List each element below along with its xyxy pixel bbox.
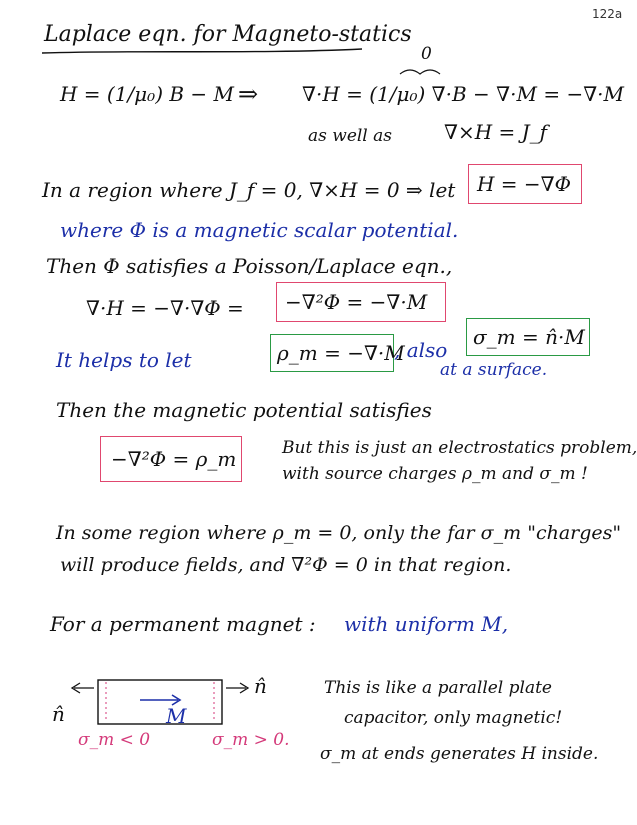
scalar-potential-note: where Φ is a magnetic scalar potential. [60,218,459,242]
h-definition: H = (1/μ₀) B − M [60,82,235,106]
boxed-sigma-text: σ_m = n̂·M [473,325,585,349]
then-magnetic-potential: Then the magnetic potential satisfies [56,398,432,422]
electrostatics-note-2: with source charges ρ_m and σ_m ! [282,464,588,484]
also-text: , also [394,338,448,362]
region-condition: In a region where J_f = 0, ∇×H = 0 ⇒ let [42,178,456,202]
page-title: Laplace eqn. for Magneto-statics [44,22,412,47]
boxed-h-text: H = −∇Φ [477,172,572,196]
curl-h-equation: ∇×H = J_f [444,120,548,144]
boxed-rho-text: ρ_m = −∇·M [277,341,405,365]
div-h-grad-phi: ∇·H = −∇·∇Φ = [86,296,244,320]
electrostatics-note-1: But this is just an electrostatics problem, [282,438,637,458]
region-rho-zero-2: will produce fields, and ∇²Φ = 0 in that region. [60,554,512,576]
parallel-plate-1: This is like a parallel plate [324,678,552,698]
zero-over-div-b: 0 [421,44,432,64]
magnet-bar [98,680,222,728]
at-a-surface: at a surface. [440,360,548,380]
sigma-left-label: σ_m < 0 [78,730,151,750]
sigma-right-label: σ_m > 0. [212,730,290,750]
parallel-plate-3: σ_m at ends generates H inside. [320,744,599,764]
normal-left-label: n̂ [52,702,65,726]
as-well-as: as well as [308,126,393,146]
div-h-equation: ∇·H = (1/μ₀) ∇·B − ∇·M = −∇·M [302,82,625,106]
implies-arrow: ⇒ [238,80,259,108]
region-rho-zero-1: In some region where ρ_m = 0, only the far σ_m "charges" [56,522,622,544]
parallel-plate-2: capacitor, only magnetic! [344,708,563,728]
permanent-magnet: For a permanent magnet : [50,612,316,636]
then-phi-satisfies: Then Φ satisfies a Poisson/Laplace eqn., [46,254,453,278]
uniform-m: with uniform M, [344,612,509,636]
page-number: 122a [592,7,623,21]
boxed-final-text: −∇²Φ = ρ_m [111,447,237,471]
helps-to-let: It helps to let [56,348,192,372]
magnetization-label: M [166,704,187,728]
normal-right-label: n̂ [254,674,267,698]
boxed-poisson-text: −∇²Φ = −∇·M [285,290,428,314]
